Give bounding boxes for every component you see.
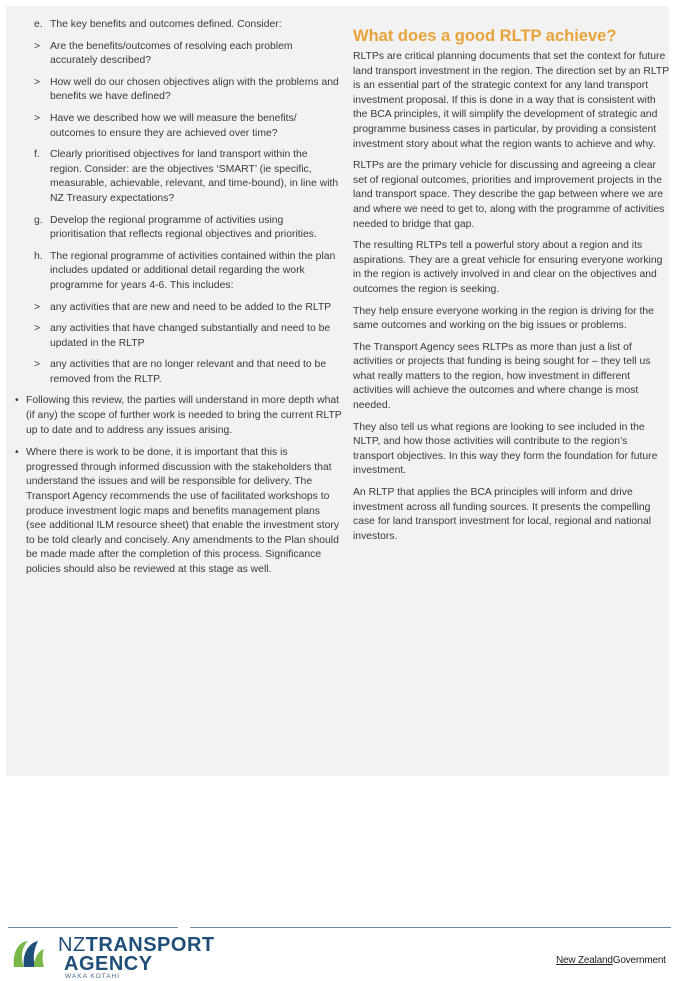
sub-text: any activities that are no longer relevant and that need to be removed from the RLTP. <box>50 359 327 385</box>
paragraph: RLTPs are the primary vehicle for discussing and agreeing a clear set of regional outcomes, priorities and improvement projects in the land transport space. They describe the gap between where we are and where we need to get to, along with the programme of activities needed to bridge that gap. <box>353 160 665 230</box>
govt-part2: Government <box>612 955 666 966</box>
list-text: The key benefits and outcomes defined. Consider: <box>50 19 282 30</box>
logo-transport: TRANSPORT <box>85 934 215 956</box>
paragraph: RLTPs are critical planning documents that set the context for future land transport investment in the region. The direction set by an RLTP is an essential part of the strategic context for any land transport investment proposal. If this is done in a way that is consistent with the BCA principles, it will simplify the development of strategic and programme business cases in particular, by providing a consistent investment story about what the region wants to achieve and why. <box>353 51 669 150</box>
list-label: g. <box>34 214 43 226</box>
list-item-e <box>14 18 342 33</box>
paragraph: They help ensure everyone working in the region is driving for the same outcomes and working on the big issues or problems. <box>353 305 654 332</box>
bullet-text: Following this review, the parties will understand in more depth what (if any) the scope of further work is needed to bring the current RLTP up to date and to address any issues arising. <box>26 395 342 436</box>
list-item-h <box>14 250 342 294</box>
bullet-item <box>14 446 342 577</box>
sub-item <box>14 76 342 105</box>
bullet-icon: • <box>15 395 19 407</box>
transport-agency-logo-icon <box>8 933 48 973</box>
content-panel <box>6 6 669 776</box>
list-item-g <box>14 214 342 243</box>
sub-text: Are the benefits/outcomes of resolving each problem accurately described? <box>50 40 293 67</box>
logo-nz: NZ <box>58 934 86 956</box>
sub-label: > <box>34 76 41 88</box>
paragraph: The resulting RLTPs tell a powerful story about a region and its aspirations. They are a great vehicle for ensuring everyone working in the region is actively involved in and clear on the objectives and outcomes the region is seeking. <box>353 240 663 295</box>
bullet-item <box>14 394 342 438</box>
paragraph: The Transport Agency sees RLTPs as more than just a list of activities or projects that funding is being sought for – they tell us what really matters to the region, how investment in different activities will achieve the outcomes and where change is most needed. <box>353 341 651 412</box>
sub-item <box>14 112 342 141</box>
footer-rule-left <box>8 927 178 928</box>
sub-label: > <box>34 112 41 124</box>
footer-rule-right <box>190 927 671 928</box>
transport-agency-logo <box>58 935 215 981</box>
left-column <box>14 18 342 586</box>
sub-text: Have we described how we will measure the benefits/ outcomes to ensure they are achieved over time? <box>50 112 297 139</box>
sub-item <box>14 358 342 387</box>
sub-text: How well do our chosen objectives align with the problems and benefits we have defined? <box>50 76 339 103</box>
sub-item <box>14 322 342 351</box>
govt-part1: New Zealand <box>556 955 613 966</box>
list-text: The regional programme of activities contained within the plan includes updated or additional detail regarding the work programme for years 4-6. This includes: <box>50 250 336 291</box>
sub-label: > <box>34 323 41 335</box>
sub-label: > <box>34 359 41 371</box>
section-heading: What does a good RLTP achieve? <box>353 27 617 45</box>
paragraph: An RLTP that applies the BCA principles will inform and drive investment across all funding sources. It presents the compelling case for land transport investment for local, regional and national investors. <box>353 487 652 542</box>
sub-text: any activities that are new and need to be added to the RLTP <box>50 301 332 313</box>
bullet-icon: • <box>15 447 19 459</box>
sub-item <box>14 40 342 69</box>
bullet-text: Where there is work to be done, it is important that this is progressed through informed discussion with the stakeholders that understand the issues and will be responsible for delivery. The Transport Agency recommends the use of facilitated workshops to produce investment logic maps and benefits management plans (see additional ILM resource sheet) that enable the investment story to be told clearly and concisely. Any amendments to the Plan should be made made after the completion of this process. Significance policies should also be reviewed at this stage as well. <box>26 447 340 575</box>
list-text: Develop the regional programme of activities using prioritisation that reflects regional objectives and priorities. <box>50 214 317 241</box>
sub-label: > <box>34 40 41 52</box>
nz-government-logo <box>556 955 666 966</box>
logo-waka-kotahi: WAKA KOTAHI <box>65 973 121 980</box>
list-item-f <box>14 148 342 206</box>
paragraph: They also tell us what regions are looking to see included in the NLTP, and how those activities will contribute to the region’s transport objectives. In this way they form the foundation for future investment. <box>353 421 658 477</box>
logo-line1 <box>58 935 215 955</box>
sub-text: any activities that have changed substantially and need to be updated in the RLTP <box>50 323 331 349</box>
list-label: f. <box>34 149 40 161</box>
right-column <box>353 18 671 551</box>
list-label: h. <box>34 250 43 262</box>
sub-label: > <box>34 301 41 313</box>
sub-item <box>14 301 342 316</box>
list-text: Clearly prioritised objectives for land transport within the region. Consider: are the objectives ‘SMART’ (ie specific, measurable, achievable, relevant, and time-bound), in line with NZ Treasury expectations? <box>50 149 339 204</box>
list-label: e. <box>34 19 43 30</box>
logo-agency: AGENCY <box>64 953 153 975</box>
